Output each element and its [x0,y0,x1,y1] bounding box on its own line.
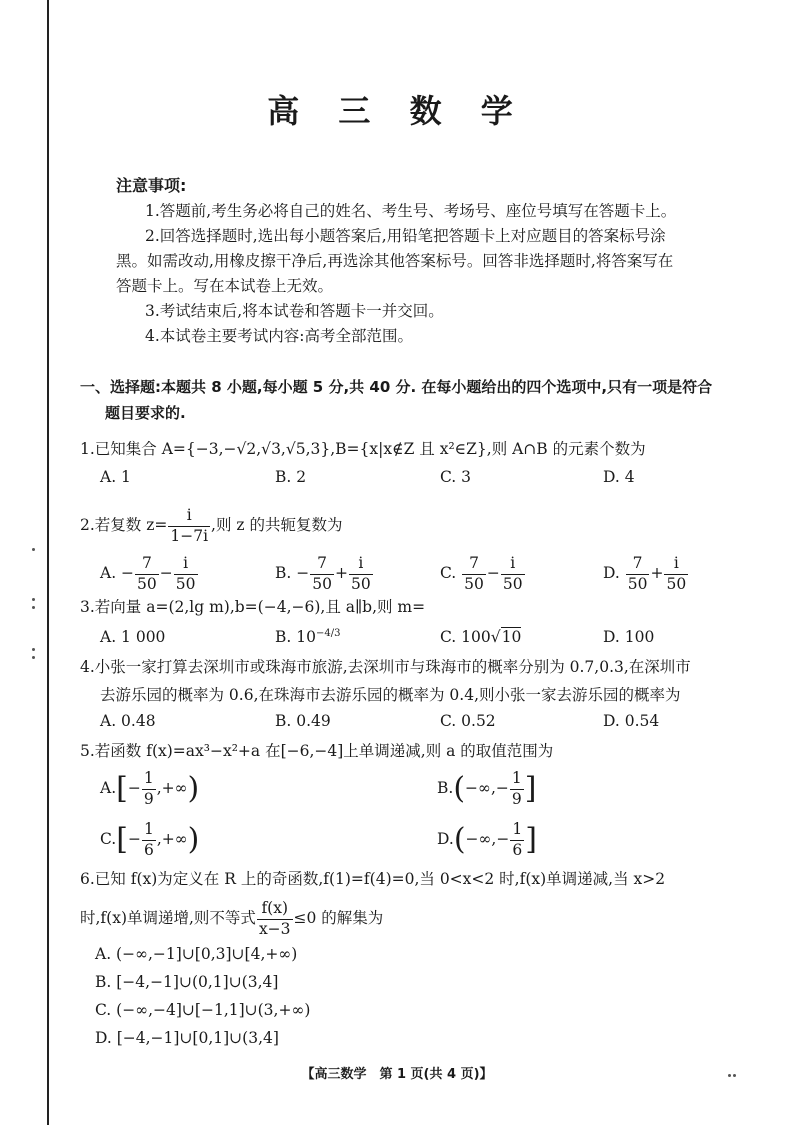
question-4-stem: 4.小张一家打算去深圳市或珠海市旅游,去深圳市与珠海市的概率分别为 0.7,0.3,在深圳市 [80,658,691,676]
fraction: $\frac{i}{1-7i}$ [170,506,209,545]
q2-option-b: B. − $\frac{7}{50}$ + $\frac{i}{50}$ [275,554,371,593]
q5-option-a: A.[− $\frac{1}{9}$ ,+∞) [100,769,200,808]
q4-option-a: A. 0.48 [100,712,156,730]
q2-option-d: D. $\frac{7}{50}$ + $\frac{i}{50}$ [603,554,687,593]
q6-option-c: C. (−∞,−4]∪[−1,1]∪(3,+∞) [95,1001,311,1019]
note-item: 3.考试结束后,将本试卷和答题卡一并交回。 [145,302,444,320]
q4-option-d: D. 0.54 [603,712,660,730]
margin-dot [32,648,35,651]
question-5-stem: 5.若函数 f(x)=ax³−x²+a 在[−6,−4]上单调递减,则 a 的取值范围为 [80,742,554,760]
q6-option-a: A. (−∞,−1]∪[0,3]∪[4,+∞) [95,945,298,963]
margin-dot [32,548,35,551]
page-title: 高 三 数 学 [267,92,527,130]
page-footer: 【高三数学 第 1 页(共 4 页)】 [301,1067,493,1082]
q6-option-d: D. [−4,−1]∪[0,1]∪(3,4] [95,1029,279,1047]
question-2-stem: 2.若复数 z= $\frac{i}{1-7i}$ ,则 z 的共轭复数为 [80,506,343,545]
q3-option-a: A. 1 000 [100,628,166,646]
q5-option-c: C.[− $\frac{1}{6}$ ,+∞) [100,820,200,859]
question-6-stem: 6.已知 f(x)为定义在 R 上的奇函数,f(1)=f(4)=0,当 0<x<2 时,f(x)单调递减,当 x>2 [80,870,666,888]
corner-mark [728,1074,731,1077]
notes-heading: 注意事项: [116,176,187,195]
note-item: 答题卡上。写在本试卷上无效。 [116,277,334,295]
q5-option-b: B.(−∞,− $\frac{1}{9}$ ] [437,769,537,808]
margin-dot [32,606,35,609]
q3-option-b: B. $10^{-4/3}$ [275,628,341,647]
q6-option-b: B. [−4,−1]∪(0,1]∪(3,4] [95,973,279,991]
question-3-stem: 3.若向量 a=(2,lg m),b=(−4,−6),且 a∥b,则 m= [80,598,426,616]
q4-option-b: B. 0.49 [275,712,331,730]
note-item: 黑。如需改动,用橡皮擦干净后,再选涂其他答案标号。回答非选择题时,将答案写在 [116,252,674,270]
q1-option-b: B. 2 [275,468,307,486]
q2-option-a: A. − $\frac{7}{50}$ − $\frac{i}{50}$ [100,554,196,593]
q4-option-c: C. 0.52 [440,712,496,730]
q3-option-d: D. 100 [603,628,655,646]
note-item: 1.答题前,考生务必将自己的姓名、考生号、考场号、座位号填写在答题卡上。 [145,202,677,220]
margin-dot [32,598,35,601]
q1-option-d: D. 4 [603,468,635,486]
margin-dot [32,656,35,659]
binding-line [47,0,49,1125]
corner-mark [733,1074,736,1077]
q5-option-d: D.(−∞,− $\frac{1}{6}$ ] [437,820,537,859]
section-heading: 一、选择题:本题共 8 小题,每小题 5 分,共 40 分. 在每小题给出的四个选项中,只有一项是符合 [80,378,713,396]
section-heading-cont: 题目要求的. [105,404,186,422]
q1-option-a: A. 1 [100,468,131,486]
q3-option-c: C. 100√10 [440,628,522,646]
question-1-stem: 1.已知集合 A={−3,−√2,√3,√5,3},B={x|x∉Z 且 x²∈Z},则 A∩B 的元素个数为 [80,440,646,458]
question-6-stem-cont: 时,f(x)单调递增,则不等式 $\frac{f(x)}{x-3}$ ≤0 的解集为 [80,899,384,938]
question-4-stem-cont: 去游乐园的概率为 0.6,在珠海市去游乐园的概率为 0.4,则小张一家去游乐园的概率为 [100,686,681,704]
q1-option-c: C. 3 [440,468,472,486]
q2-option-c: C. $\frac{7}{50}$ − $\frac{i}{50}$ [440,554,523,593]
note-item: 2.回答选择题时,选出每小题答案后,用铅笔把答题卡上对应题目的答案标号涂 [145,227,666,245]
note-item: 4.本试卷主要考试内容:高考全部范围。 [145,327,414,345]
